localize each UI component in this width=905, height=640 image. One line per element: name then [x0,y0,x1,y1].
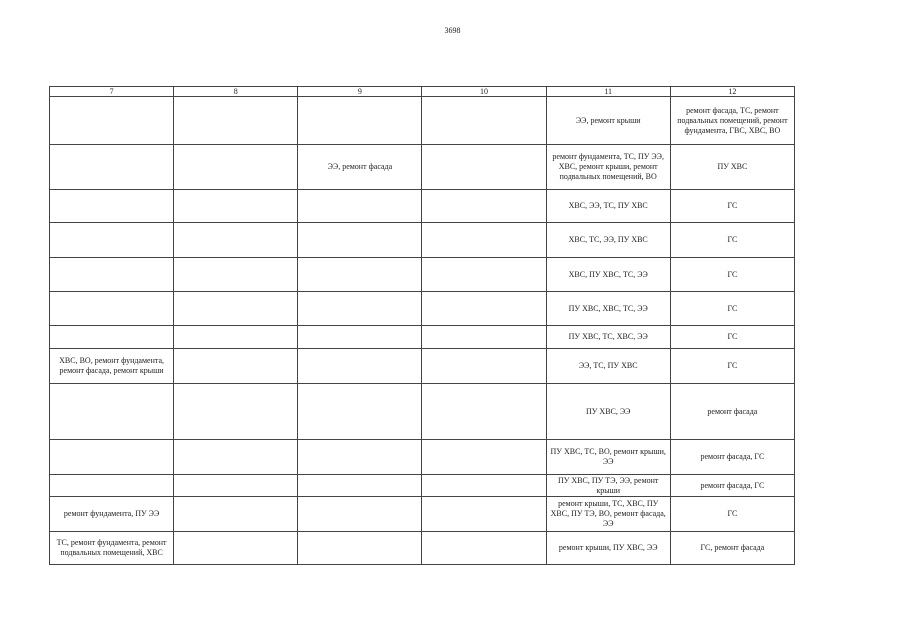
table-cell-col-10 [422,440,546,475]
column-header-7: 7 [50,87,174,97]
table-cell-col-11: ХВС, ТС, ЭЭ, ПУ ХВС [546,223,670,258]
table-row [50,97,795,145]
table-cell-col-9 [298,384,422,440]
table-cell-col-9 [298,97,422,145]
table-cell-col-7 [50,190,174,223]
table-cell-col-10 [422,384,546,440]
table-cell-col-7: ХВС, ВО, ремонт фундамента, ремонт фасада, ремонт крыши [50,349,174,384]
table-cell-col-12: ГС [670,326,794,349]
table-cell-col-10 [422,190,546,223]
table-cell-col-10 [422,223,546,258]
table-cell-col-12: ПУ ХВС [670,145,794,190]
table-body [50,97,795,565]
table-row [50,145,795,190]
table-cell-col-7 [50,292,174,326]
table-cell-col-11: ПУ ХВС, ЭЭ [546,384,670,440]
table-cell-col-7 [50,97,174,145]
table-cell-col-8 [174,190,298,223]
table-cell-col-12: ремонт фасада, ТС, ремонт подвальных помещений, ремонт фундамента, ГВС, ХВС, ВО [670,97,794,145]
table-cell-col-9 [298,326,422,349]
table-cell-col-11: ремонт крыши, ПУ ХВС, ЭЭ [546,532,670,565]
column-header-10: 10 [422,87,546,97]
table-row [50,326,795,349]
table-cell-col-11: ПУ ХВС, ПУ ТЭ, ЭЭ, ремонт крыши [546,475,670,497]
table-cell-col-7 [50,223,174,258]
table-cell-col-11: ремонт фундамента, ТС, ПУ ЭЭ, ХВС, ремонт крыши, ремонт подвальных помещений, ВО [546,145,670,190]
page-number: 3698 [444,26,461,35]
table-row [50,384,795,440]
column-header-8: 8 [174,87,298,97]
table-cell-col-8 [174,326,298,349]
table-cell-col-7 [50,258,174,292]
table-cell-col-10 [422,258,546,292]
table-row [50,190,795,223]
table-cell-col-8 [174,97,298,145]
table-cell-col-9 [298,223,422,258]
table-cell-col-10 [422,475,546,497]
table-cell-col-12: ГС, ремонт фасада [670,532,794,565]
table-cell-col-8 [174,497,298,532]
table-cell-col-10 [422,145,546,190]
table-row [50,532,795,565]
table-cell-col-9 [298,349,422,384]
table-cell-col-11: ПУ ХВС, ТС, ХВС, ЭЭ [546,326,670,349]
table-cell-col-12: ГС [670,190,794,223]
column-header-9: 9 [298,87,422,97]
table-cell-col-11: ЭЭ, ремонт крыши [546,97,670,145]
table-cell-col-10 [422,349,546,384]
table-cell-col-12: ремонт фасада [670,384,794,440]
table-cell-col-8 [174,532,298,565]
table-row [50,223,795,258]
table-cell-col-8 [174,384,298,440]
table-cell-col-12: ремонт фасада, ГС [670,440,794,475]
table-cell-col-8 [174,440,298,475]
table-cell-col-7: ТС, ремонт фундамента, ремонт подвальных помещений, ХВС [50,532,174,565]
table-cell-col-8 [174,223,298,258]
table-cell-col-9 [298,440,422,475]
table-cell-col-11: ремонт крыши, ТС, ХВС, ПУ ХВС, ПУ ТЭ, ВО, ремонт фасада, ЭЭ [546,497,670,532]
table-cell-col-7 [50,440,174,475]
table-cell-col-12: ГС [670,292,794,326]
table-cell-col-8 [174,258,298,292]
table-cell-col-11: ХВС, ЭЭ, ТС, ПУ ХВС [546,190,670,223]
table-cell-col-7 [50,326,174,349]
table-cell-col-9: ЭЭ, ремонт фасада [298,145,422,190]
table-cell-col-9 [298,190,422,223]
table-cell-col-10 [422,532,546,565]
table-row [50,475,795,497]
table-cell-col-9 [298,475,422,497]
table-cell-col-8 [174,349,298,384]
table-cell-col-7 [50,145,174,190]
table-cell-col-12: ГС [670,258,794,292]
table-cell-col-11: ПУ ХВС, ТС, ВО, ремонт крыши, ЭЭ [546,440,670,475]
table-row [50,292,795,326]
works-table [49,86,795,565]
table-cell-col-10 [422,497,546,532]
table-cell-col-11: ЭЭ, ТС, ПУ ХВС [546,349,670,384]
table-row [50,497,795,532]
table-cell-col-10 [422,292,546,326]
table-cell-col-9 [298,497,422,532]
table-cell-col-9 [298,532,422,565]
table-cell-col-7 [50,384,174,440]
table-row [50,349,795,384]
table-cell-col-12: ГС [670,349,794,384]
table-row [50,440,795,475]
table-header-row [50,87,795,97]
table-cell-col-10 [422,97,546,145]
table-cell-col-8 [174,475,298,497]
table-cell-col-12: ГС [670,497,794,532]
table-cell-col-10 [422,326,546,349]
table-cell-col-12: ремонт фасада, ГС [670,475,794,497]
table-cell-col-12: ГС [670,223,794,258]
table-cell-col-11: ПУ ХВС, ХВС, ТС, ЭЭ [546,292,670,326]
column-header-11: 11 [546,87,670,97]
table-cell-col-11: ХВС, ПУ ХВС, ТС, ЭЭ [546,258,670,292]
column-header-12: 12 [670,87,794,97]
table-cell-col-8 [174,292,298,326]
table-cell-col-9 [298,292,422,326]
table-cell-col-9 [298,258,422,292]
table-cell-col-7 [50,475,174,497]
table-cell-col-8 [174,145,298,190]
table-cell-col-7: ремонт фундамента, ПУ ЭЭ [50,497,174,532]
table-row [50,258,795,292]
